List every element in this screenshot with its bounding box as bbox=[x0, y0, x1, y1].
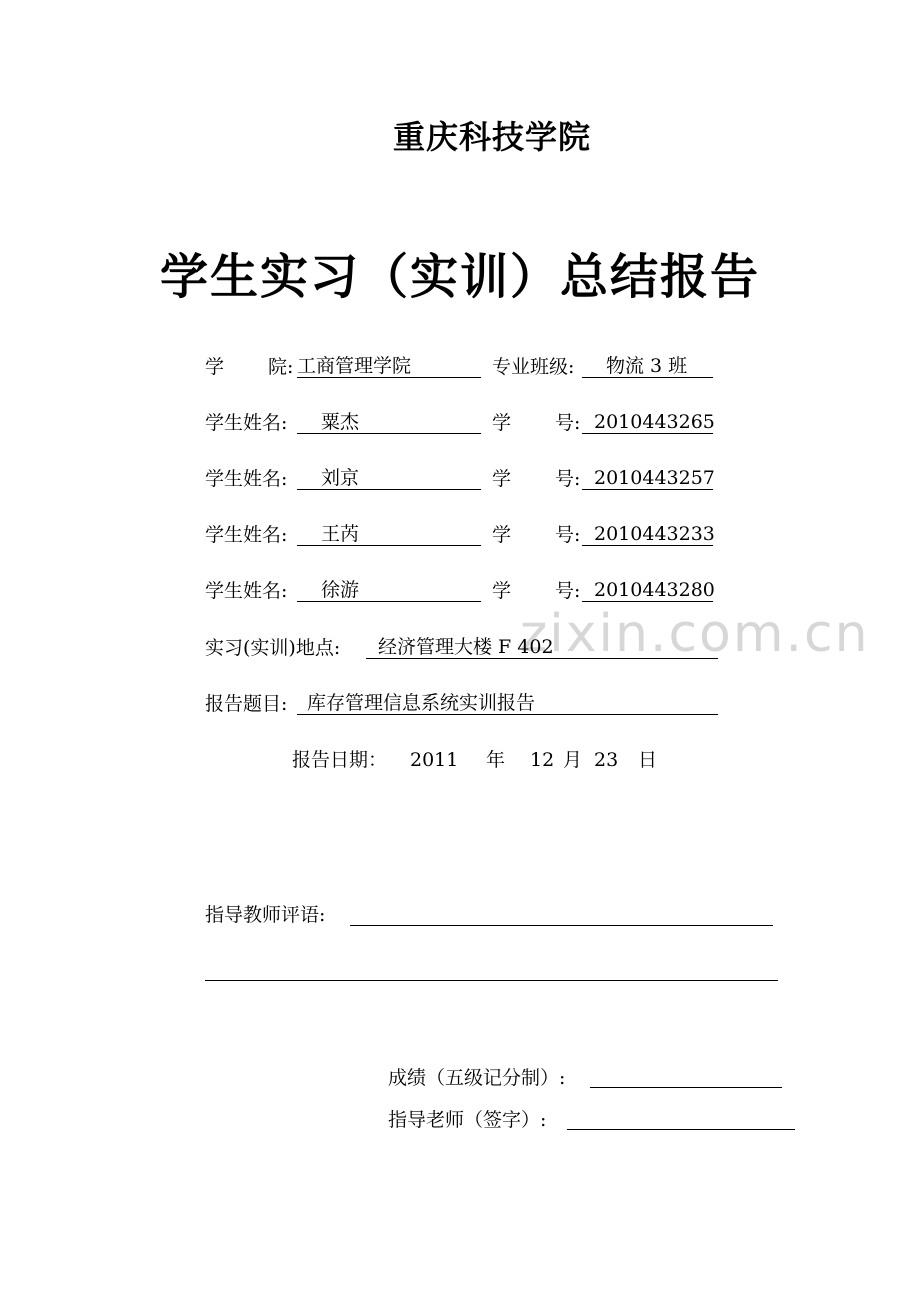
location-label: 实习(实训)地点: bbox=[205, 637, 341, 659]
signature-label: 指导老师（签字）: bbox=[388, 1109, 547, 1131]
student-name-label: 学生姓名: bbox=[205, 524, 288, 546]
college-value: 工商管理学院 bbox=[297, 355, 412, 377]
student-id-label-part-b: 号: bbox=[555, 412, 581, 434]
grade-line bbox=[590, 1087, 782, 1088]
major-field bbox=[582, 355, 713, 378]
student-id: 2010443280 bbox=[594, 579, 715, 601]
student-name-field bbox=[297, 579, 481, 602]
student-id-label bbox=[492, 411, 580, 435]
college-label-part-a: 学 bbox=[205, 356, 225, 378]
student-id-field bbox=[582, 411, 713, 434]
report-title: 学生实习（实训）总结报告 bbox=[159, 249, 760, 305]
student-name: 王芮 bbox=[321, 523, 360, 545]
student-id-label bbox=[492, 579, 580, 603]
comment-label: 指导教师评语: bbox=[205, 904, 326, 926]
major-label: 专业班级: bbox=[492, 356, 575, 378]
comment-line bbox=[350, 925, 773, 926]
date-month: 12 bbox=[530, 749, 555, 771]
date-year-unit: 年 bbox=[486, 749, 506, 771]
location-field bbox=[366, 636, 718, 659]
college-label bbox=[205, 355, 293, 379]
topic-label: 报告题目: bbox=[205, 693, 288, 715]
student-id-field bbox=[582, 467, 713, 490]
student-id: 2010443233 bbox=[594, 523, 715, 545]
signature-line bbox=[567, 1129, 795, 1130]
student-id-field bbox=[582, 579, 713, 602]
comment-line-2 bbox=[205, 980, 778, 981]
student-name: 刘京 bbox=[321, 467, 360, 489]
date-day-unit: 日 bbox=[638, 749, 658, 771]
topic-value: 库存管理信息系统实训报告 bbox=[307, 692, 536, 714]
student-id-label bbox=[492, 467, 580, 491]
student-name-label: 学生姓名: bbox=[205, 412, 288, 434]
student-id-label bbox=[492, 523, 580, 547]
student-name: 徐游 bbox=[321, 579, 360, 601]
student-name-field bbox=[297, 467, 481, 490]
student-id-label-part-a: 学 bbox=[492, 524, 512, 546]
student-id-label-part-b: 号: bbox=[555, 468, 581, 490]
student-name: 粟杰 bbox=[321, 411, 360, 433]
student-id-label-part-b: 号: bbox=[555, 580, 581, 602]
date-month-unit: 月 bbox=[563, 749, 583, 771]
date-label: 报告日期： bbox=[292, 749, 388, 771]
student-id-field bbox=[582, 523, 713, 546]
grade-label: 成绩（五级记分制）: bbox=[388, 1067, 566, 1089]
student-name-field bbox=[297, 411, 481, 434]
date-day: 23 bbox=[594, 749, 619, 771]
college-label-part-b: 院: bbox=[268, 356, 294, 378]
topic-field bbox=[297, 692, 718, 715]
student-id: 2010443257 bbox=[594, 467, 715, 489]
student-id-label-part-a: 学 bbox=[492, 580, 512, 602]
major-value: 物流 3 班 bbox=[606, 355, 688, 377]
date-year: 2011 bbox=[410, 749, 459, 771]
college-field bbox=[297, 355, 481, 378]
university-name: 重庆科技学院 bbox=[392, 118, 591, 156]
student-id-label-part-a: 学 bbox=[492, 468, 512, 490]
student-name-label: 学生姓名: bbox=[205, 580, 288, 602]
student-name-label: 学生姓名: bbox=[205, 468, 288, 490]
student-name-field bbox=[297, 523, 481, 546]
student-id-label-part-b: 号: bbox=[555, 524, 581, 546]
watermark: zixin.com.cn bbox=[520, 604, 870, 664]
student-id-label-part-a: 学 bbox=[492, 412, 512, 434]
location-value: 经济管理大楼 F 402 bbox=[378, 636, 554, 658]
student-id: 2010443265 bbox=[594, 411, 715, 433]
